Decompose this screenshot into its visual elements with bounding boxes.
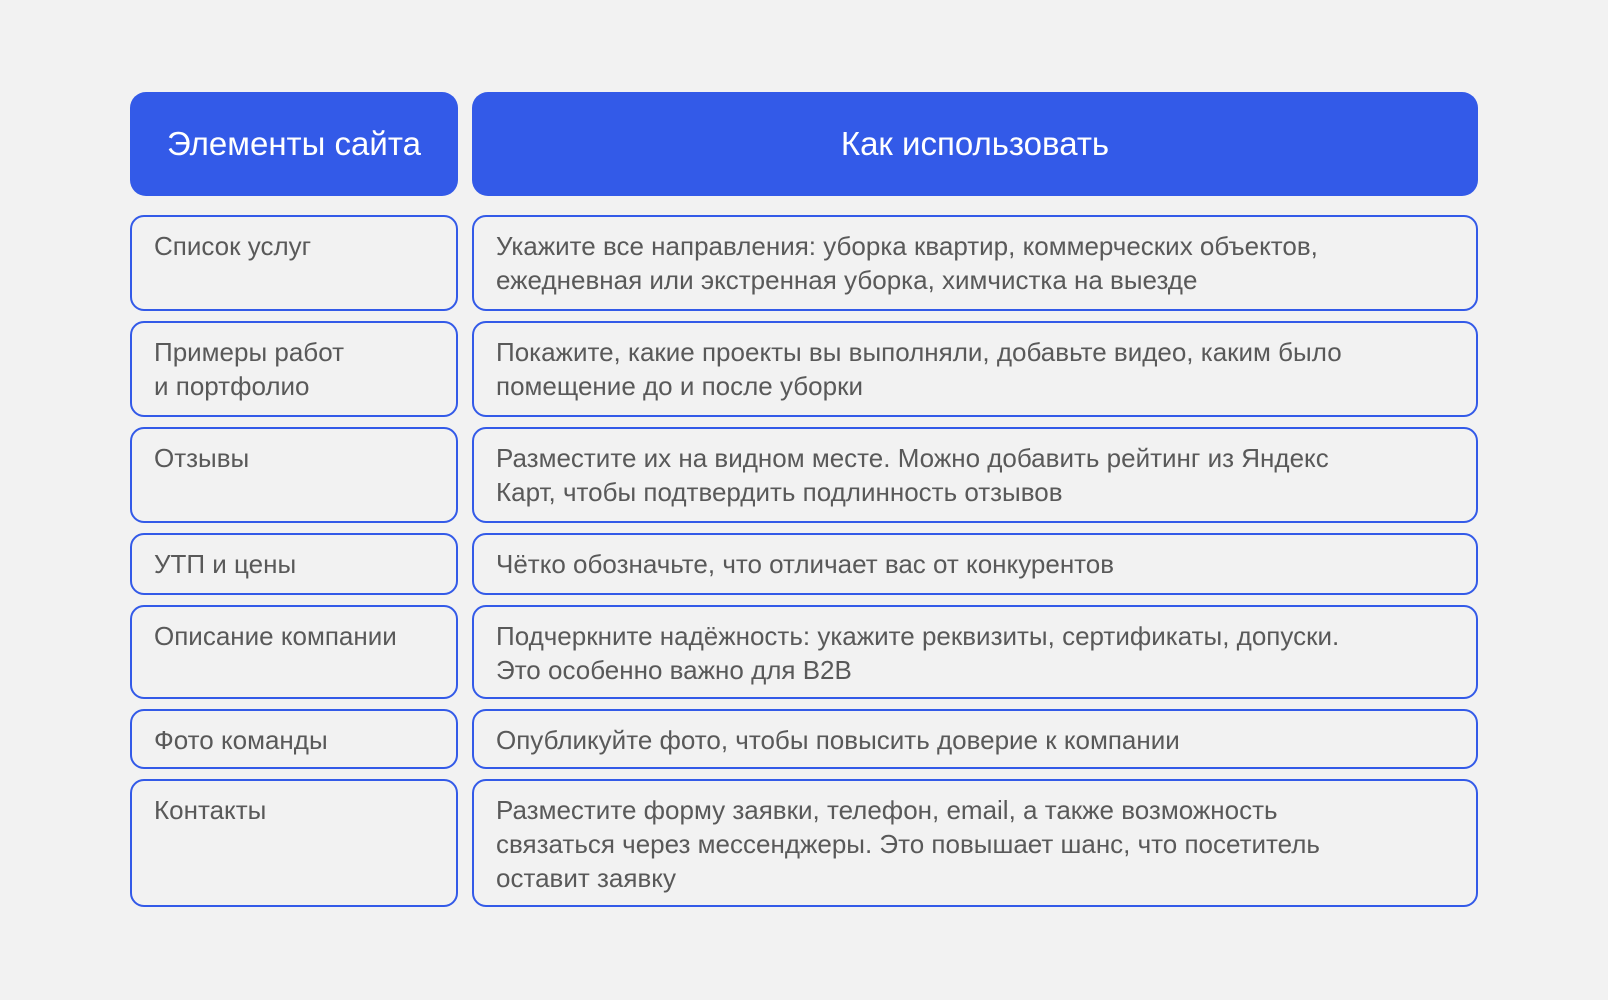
table-row bbox=[130, 427, 1478, 523]
usage-text: Подчеркните надёжность: укажите реквизиты, сертификаты, допуски. Это особенно важно для B2B bbox=[496, 621, 1340, 685]
usage-cell bbox=[472, 215, 1478, 311]
header-usage-label: Как использовать bbox=[840, 125, 1110, 162]
table-row bbox=[130, 321, 1478, 417]
header-elements bbox=[130, 92, 458, 196]
usage-text: Чётко обозначьте, что отличает вас от конкурентов bbox=[496, 549, 1115, 579]
table-header bbox=[130, 92, 1478, 196]
table-row bbox=[130, 605, 1478, 699]
header-elements-label: Элементы сайта bbox=[167, 125, 421, 162]
usage-text: Разместите их на видном месте. Можно добавить рейтинг из Яндекс Карт, чтобы подтвердить подлинность отзывов bbox=[496, 443, 1329, 507]
element-cell bbox=[130, 709, 458, 769]
element-cell bbox=[130, 605, 458, 699]
usage-text: Покажите, какие проекты вы выполняли, добавьте видео, каким было помещение до и после уборки bbox=[496, 337, 1342, 401]
table-row bbox=[130, 779, 1478, 907]
site-elements-table bbox=[130, 92, 1478, 917]
element-label: Отзывы bbox=[154, 443, 250, 473]
element-label: УТП и цены bbox=[154, 549, 297, 579]
element-label: Контакты bbox=[154, 795, 267, 825]
element-label: Описание компании bbox=[154, 621, 397, 651]
usage-cell bbox=[472, 605, 1478, 699]
usage-cell bbox=[472, 427, 1478, 523]
table-row bbox=[130, 709, 1478, 769]
element-label: Фото команды bbox=[154, 725, 328, 755]
element-label: Примеры работ и портфолио bbox=[154, 337, 344, 401]
element-cell bbox=[130, 427, 458, 523]
element-cell bbox=[130, 215, 458, 311]
usage-text: Укажите все направления: уборка квартир, коммерческих объектов, ежедневная или экстренная уборка, химчистка на выезде bbox=[496, 231, 1318, 295]
usage-cell bbox=[472, 321, 1478, 417]
element-cell bbox=[130, 533, 458, 595]
table-row bbox=[130, 533, 1478, 595]
usage-cell bbox=[472, 709, 1478, 769]
element-cell bbox=[130, 321, 458, 417]
element-cell bbox=[130, 779, 458, 907]
header-usage bbox=[472, 92, 1478, 196]
usage-cell bbox=[472, 533, 1478, 595]
usage-text: Разместите форму заявки, телефон, email, а также возможность связаться через мессенджеры. Это повышает шанс, что посетитель оставит заявку bbox=[496, 795, 1320, 893]
usage-text: Опубликуйте фото, чтобы повысить доверие к компании bbox=[496, 725, 1180, 755]
table-row bbox=[130, 215, 1478, 311]
usage-cell bbox=[472, 779, 1478, 907]
element-label: Список услуг bbox=[154, 231, 312, 261]
